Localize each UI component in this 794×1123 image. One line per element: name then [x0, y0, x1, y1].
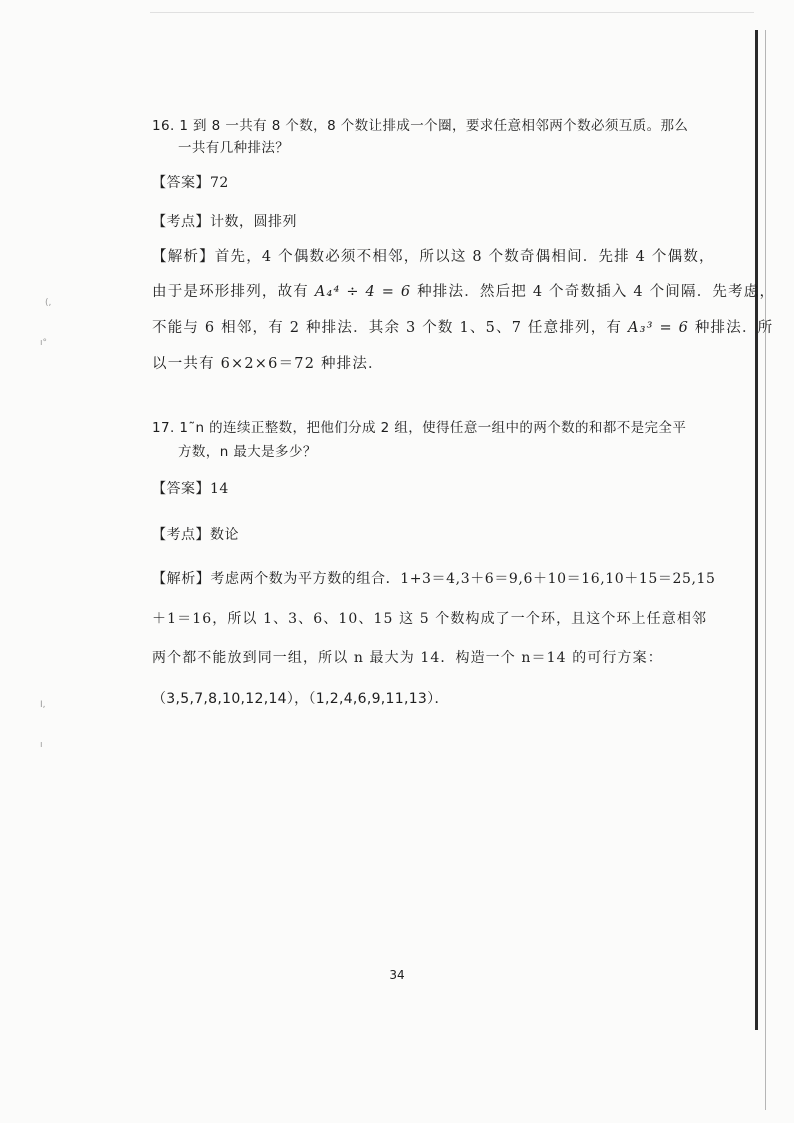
question-16-line-1: 16. 1 到 8 一共有 8 个数，8 个数让排成一个圈，要求任意相邻两个数必须互质。那么 [152, 118, 689, 134]
analysis-16-line-2 [152, 280, 775, 301]
permutation-formula-a44: A₄⁴ ÷ 4 = 6 [314, 284, 412, 300]
answer-17: 【答案】14 [152, 481, 229, 497]
scan-top-edge [150, 12, 754, 13]
analysis-16-line-1: 【解析】首先，4 个偶数必须不相邻，所以这 8 个数奇偶相间．先排 4 个偶数， [152, 249, 715, 265]
answer-16: 【答案】72 [152, 175, 229, 191]
analysis-16-line-3-text-b: 种排法．所 [694, 320, 774, 336]
analysis-16-line-4: 以一共有 6×2×6＝72 种排法． [152, 356, 384, 372]
question-17-line-2: 方数，n 最大是多少？ [178, 444, 317, 460]
scan-binding-shadow [765, 30, 766, 1110]
scan-speck: ı° [40, 338, 48, 348]
analysis-17-line-2: ＋1＝16，所以 1、3、6、10、15 这 5 个数构成了一个环，且这个环上任意相邻 [152, 611, 708, 627]
analysis-17-line-4: （3,5,7,8,10,12,14），（1,2,4,6,9,11,13）． [152, 691, 449, 707]
page-number: 34 [389, 968, 405, 982]
scan-speck: (, [45, 298, 52, 308]
scan-binding-edge [755, 30, 758, 1030]
permutation-formula-a33: A₃³ = 6 [627, 320, 690, 336]
analysis-16-line-2-text-b: 种排法．然后把 4 个奇数插入 4 个间隔．先考虑， [417, 284, 776, 300]
topic-17: 【考点】数论 [152, 527, 239, 543]
question-16-line-2: 一共有几种排法？ [178, 140, 290, 156]
analysis-16-line-3-text-a: 不能与 6 相邻，有 2 种排法．其余 3 个数 1、5、7 任意排列，有 [152, 320, 623, 336]
question-17-line-1: 17. 1˜n 的连续正整数，把他们分成 2 组，使得任意一组中的两个数的和都不是完全平 [152, 420, 687, 436]
scan-speck: ı [40, 740, 43, 750]
analysis-17-line-3: 两个都不能放到同一组，所以 n 最大为 14．构造一个 n＝14 的可行方案： [152, 650, 663, 666]
topic-16: 【考点】计数，圆排列 [152, 214, 297, 230]
analysis-16-line-2-text-a: 由于是环形排列，故有 [152, 284, 309, 300]
analysis-17-line-1: 【解析】考虑两个数为平方数的组合．1+3＝4,3＋6＝9,6＋10＝16,10＋15＝25,15 [152, 571, 716, 587]
scan-speck: I, [40, 700, 46, 710]
analysis-16-line-3 [152, 316, 773, 337]
